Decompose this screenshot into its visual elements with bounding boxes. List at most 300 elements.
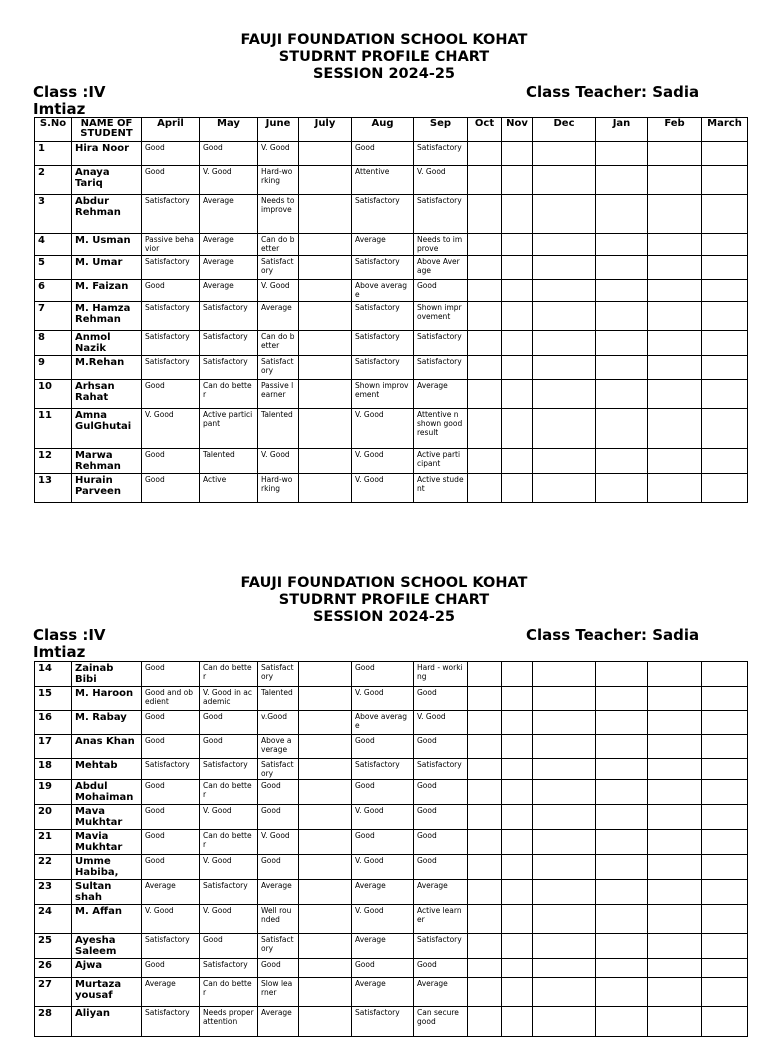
may-remark-cell: Can do better (200, 662, 258, 687)
aug-remark-cell: V. Good (352, 805, 414, 830)
jan-cell (596, 855, 648, 880)
july-cell (299, 1007, 352, 1037)
march-cell (702, 759, 748, 780)
dec-cell (533, 959, 596, 978)
student-name-cell: M. Usman (72, 234, 142, 256)
student-name-cell: Mava Mukhtar (72, 805, 142, 830)
serial-number-cell: 3 (35, 195, 72, 234)
dec-cell (533, 805, 596, 830)
march-cell (702, 780, 748, 805)
sep-remark-cell: Satisfactory (414, 142, 468, 166)
april-remark-cell: Good (142, 380, 200, 409)
jan-cell (596, 687, 648, 711)
session-label: SESSION 2024-25 (312, 66, 456, 82)
july-cell (299, 905, 352, 934)
jan-cell (596, 905, 648, 934)
serial-number-cell: 4 (35, 234, 72, 256)
nov-cell (502, 780, 533, 805)
march-cell (702, 855, 748, 880)
feb-cell (648, 780, 702, 805)
jan-cell (596, 759, 648, 780)
aug-remark-cell: Satisfactory (352, 195, 414, 234)
nov-cell (502, 934, 533, 959)
school-name: FAUJI FOUNDATION SCHOOL KOHAT (240, 575, 528, 591)
table-row (35, 735, 748, 759)
school-name: FAUJI FOUNDATION SCHOOL KOHAT (240, 32, 528, 48)
april-remark-cell: Good (142, 280, 200, 302)
column-header: Aug (352, 118, 414, 142)
feb-cell (648, 711, 702, 735)
table-row (35, 662, 748, 687)
june-remark-cell: Slow learner (258, 978, 299, 1007)
aug-remark-cell: Satisfactory (352, 331, 414, 356)
may-remark-cell: V. Good (200, 805, 258, 830)
sep-remark-cell: Above Average (414, 256, 468, 280)
june-remark-cell: Satisfactory (258, 356, 299, 380)
serial-number-cell: 27 (35, 978, 72, 1007)
dec-cell (533, 905, 596, 934)
aug-remark-cell: Attentive (352, 166, 414, 195)
table-row (35, 905, 748, 934)
aug-remark-cell: Average (352, 880, 414, 905)
june-remark-cell: Good (258, 780, 299, 805)
oct-cell (468, 805, 502, 830)
dec-cell (533, 711, 596, 735)
serial-number-cell: 21 (35, 830, 72, 855)
table-row (35, 959, 748, 978)
feb-cell (648, 662, 702, 687)
june-remark-cell: Talented (258, 687, 299, 711)
serial-number-cell: 15 (35, 687, 72, 711)
nov-cell (502, 978, 533, 1007)
dec-cell (533, 687, 596, 711)
april-remark-cell: V. Good (142, 409, 200, 449)
serial-number-cell: 12 (35, 449, 72, 474)
oct-cell (468, 855, 502, 880)
june-remark-cell: Average (258, 1007, 299, 1037)
may-remark-cell: Satisfactory (200, 302, 258, 331)
april-remark-cell: Good (142, 711, 200, 735)
aug-remark-cell: V. Good (352, 409, 414, 449)
april-remark-cell: Good (142, 805, 200, 830)
aug-remark-cell: V. Good (352, 449, 414, 474)
april-remark-cell: Passive behavior (142, 234, 200, 256)
oct-cell (468, 934, 502, 959)
april-remark-cell: Satisfactory (142, 195, 200, 234)
oct-cell (468, 687, 502, 711)
sep-remark-cell: Satisfactory (414, 759, 468, 780)
table-row (35, 711, 748, 735)
march-cell (702, 830, 748, 855)
sep-remark-cell: Satisfactory (414, 934, 468, 959)
aug-remark-cell: Good (352, 142, 414, 166)
serial-number-cell: 16 (35, 711, 72, 735)
student-name-cell: Aliyan (72, 1007, 142, 1037)
table-row (35, 830, 748, 855)
sep-remark-cell: Good (414, 830, 468, 855)
column-header: Jan (596, 118, 648, 142)
june-remark-cell: V. Good (258, 142, 299, 166)
serial-number-cell: 18 (35, 759, 72, 780)
serial-number-cell: 5 (35, 256, 72, 280)
serial-number-cell: 28 (35, 1007, 72, 1037)
sep-remark-cell: Shown improvement (414, 302, 468, 331)
column-header: NAME OF STUDENT (72, 118, 142, 142)
feb-cell (648, 830, 702, 855)
aug-remark-cell: Good (352, 735, 414, 759)
may-remark-cell: V. Good (200, 905, 258, 934)
july-cell (299, 959, 352, 978)
column-header: Nov (502, 118, 533, 142)
oct-cell (468, 1007, 502, 1037)
nov-cell (502, 805, 533, 830)
student-name-cell: Anaya Tariq (72, 166, 142, 195)
nov-cell (502, 959, 533, 978)
serial-number-cell: 25 (35, 934, 72, 959)
july-cell (299, 855, 352, 880)
june-remark-cell: Well rounded (258, 905, 299, 934)
aug-remark-cell: Good (352, 662, 414, 687)
student-name-cell: Zainab Bibi (72, 662, 142, 687)
july-cell (299, 780, 352, 805)
march-cell (702, 735, 748, 759)
nov-cell (502, 880, 533, 905)
student-name-cell: M.Rehan (72, 356, 142, 380)
june-remark-cell: Average (258, 880, 299, 905)
column-header: Feb (648, 118, 702, 142)
aug-remark-cell: V. Good (352, 905, 414, 934)
column-header: April (142, 118, 200, 142)
oct-cell (468, 759, 502, 780)
aug-remark-cell: Satisfactory (352, 356, 414, 380)
april-remark-cell: Satisfactory (142, 256, 200, 280)
column-header: Sep (414, 118, 468, 142)
july-cell (299, 880, 352, 905)
oct-cell (468, 662, 502, 687)
student-name-cell: Sultan shah (72, 880, 142, 905)
dec-cell (533, 978, 596, 1007)
student-name-cell: M. Faizan (72, 280, 142, 302)
feb-cell (648, 805, 702, 830)
june-remark-cell: Average (258, 302, 299, 331)
aug-remark-cell: Satisfactory (352, 256, 414, 280)
sep-remark-cell: Good (414, 959, 468, 978)
feb-cell (648, 759, 702, 780)
feb-cell (648, 905, 702, 934)
serial-number-cell: 17 (35, 735, 72, 759)
sep-remark-cell: Good (414, 735, 468, 759)
aug-remark-cell: Shown improvement (352, 380, 414, 409)
aug-remark-cell: V. Good (352, 855, 414, 880)
aug-remark-cell: Above average (352, 711, 414, 735)
june-remark-cell: Can do better (258, 331, 299, 356)
july-cell (299, 759, 352, 780)
column-header: June (258, 118, 299, 142)
jan-cell (596, 959, 648, 978)
class-label: Class :IV (33, 83, 106, 101)
sep-remark-cell: V. Good (414, 711, 468, 735)
sep-remark-cell: V. Good (414, 166, 468, 195)
student-name-cell: Mehtab (72, 759, 142, 780)
sep-remark-cell: Good (414, 855, 468, 880)
table-row (35, 934, 748, 959)
student-name-cell: Ajwa (72, 959, 142, 978)
student-profile-table (34, 661, 748, 1037)
jan-cell (596, 662, 648, 687)
nov-cell (502, 735, 533, 759)
feb-cell (648, 978, 702, 1007)
aug-remark-cell: Satisfactory (352, 759, 414, 780)
jan-cell (596, 830, 648, 855)
march-cell (702, 905, 748, 934)
april-remark-cell: Satisfactory (142, 1007, 200, 1037)
july-cell (299, 711, 352, 735)
june-remark-cell: Satisfactory (258, 256, 299, 280)
table-row (35, 805, 748, 830)
dec-cell (533, 830, 596, 855)
aug-remark-cell: Good (352, 959, 414, 978)
student-name-cell: Ayesha Saleem (72, 934, 142, 959)
oct-cell (468, 780, 502, 805)
serial-number-cell: 20 (35, 805, 72, 830)
april-remark-cell: Satisfactory (142, 356, 200, 380)
sep-remark-cell: Attentive n shown good result (414, 409, 468, 449)
student-name-cell: Anmol Nazik (72, 331, 142, 356)
sep-remark-cell: Active participant (414, 449, 468, 474)
student-name-cell: Murtaza yousaf (72, 978, 142, 1007)
teacher-name-overflow: Imtiaz (33, 100, 86, 118)
may-remark-cell: Can do better (200, 380, 258, 409)
student-name-cell: Umme Habiba, (72, 855, 142, 880)
may-remark-cell: V. Good (200, 855, 258, 880)
serial-number-cell: 13 (35, 474, 72, 503)
class-teacher-label: Class Teacher: Sadia (526, 83, 700, 101)
oct-cell (468, 905, 502, 934)
sep-remark-cell: Satisfactory (414, 356, 468, 380)
student-name-cell: Hira Noor (72, 142, 142, 166)
table-row (35, 687, 748, 711)
student-name-cell: M. Rabay (72, 711, 142, 735)
serial-number-cell: 14 (35, 662, 72, 687)
feb-cell (648, 687, 702, 711)
jan-cell (596, 1007, 648, 1037)
april-remark-cell: Average (142, 978, 200, 1007)
jan-cell (596, 780, 648, 805)
serial-number-cell: 26 (35, 959, 72, 978)
dec-cell (533, 662, 596, 687)
jan-cell (596, 978, 648, 1007)
chart-title: STUDRNT PROFILE CHART (278, 49, 490, 65)
serial-number-cell: 10 (35, 380, 72, 409)
april-remark-cell: Good and obedient (142, 687, 200, 711)
aug-remark-cell: Average (352, 978, 414, 1007)
june-remark-cell: Satisfactory (258, 759, 299, 780)
june-remark-cell: Good (258, 959, 299, 978)
chart-title: STUDRNT PROFILE CHART (278, 592, 490, 608)
may-remark-cell: Active (200, 474, 258, 503)
april-remark-cell: Good (142, 662, 200, 687)
may-remark-cell: Satisfactory (200, 880, 258, 905)
may-remark-cell: Satisfactory (200, 331, 258, 356)
dec-cell (533, 759, 596, 780)
serial-number-cell: 24 (35, 905, 72, 934)
april-remark-cell: Good (142, 959, 200, 978)
june-remark-cell: Passive learner (258, 380, 299, 409)
sep-remark-cell: Average (414, 380, 468, 409)
aug-remark-cell: Good (352, 830, 414, 855)
march-cell (702, 880, 748, 905)
may-remark-cell: Average (200, 280, 258, 302)
feb-cell (648, 855, 702, 880)
may-remark-cell: Average (200, 256, 258, 280)
april-remark-cell: Good (142, 855, 200, 880)
may-remark-cell: Good (200, 735, 258, 759)
june-remark-cell: V. Good (258, 280, 299, 302)
student-name-cell: M. Hamza Rehman (72, 302, 142, 331)
sep-remark-cell: Good (414, 780, 468, 805)
dec-cell (533, 934, 596, 959)
dec-cell (533, 880, 596, 905)
june-remark-cell: Talented (258, 409, 299, 449)
dec-cell (533, 855, 596, 880)
sep-remark-cell: Needs to improve (414, 234, 468, 256)
nov-cell (502, 759, 533, 780)
feb-cell (648, 959, 702, 978)
jan-cell (596, 880, 648, 905)
may-remark-cell: Needs proper attention (200, 1007, 258, 1037)
march-cell (702, 805, 748, 830)
sep-remark-cell: Good (414, 687, 468, 711)
may-remark-cell: Active participant (200, 409, 258, 449)
april-remark-cell: Good (142, 780, 200, 805)
june-remark-cell: Good (258, 855, 299, 880)
june-remark-cell: Hard-working (258, 474, 299, 503)
jan-cell (596, 735, 648, 759)
table-row (35, 780, 748, 805)
july-cell (299, 830, 352, 855)
oct-cell (468, 959, 502, 978)
april-remark-cell: Satisfactory (142, 302, 200, 331)
class-label: Class :IV (33, 626, 106, 644)
feb-cell (648, 1007, 702, 1037)
table-row (35, 759, 748, 780)
class-teacher-label: Class Teacher: Sadia (526, 626, 700, 644)
march-cell (702, 934, 748, 959)
sep-remark-cell: Good (414, 280, 468, 302)
sep-remark-cell: Can secure good (414, 1007, 468, 1037)
may-remark-cell: Can do better (200, 830, 258, 855)
student-name-cell: Hurain Parveen (72, 474, 142, 503)
table-row (35, 1007, 748, 1037)
serial-number-cell: 23 (35, 880, 72, 905)
march-cell (702, 662, 748, 687)
column-header: S.No (35, 118, 72, 142)
sep-remark-cell: Good (414, 805, 468, 830)
may-remark-cell: V. Good (200, 166, 258, 195)
serial-number-cell: 19 (35, 780, 72, 805)
student-name-cell: Anas Khan (72, 735, 142, 759)
student-name-cell: M. Affan (72, 905, 142, 934)
april-remark-cell: Good (142, 735, 200, 759)
session-label: SESSION 2024-25 (312, 609, 456, 625)
june-remark-cell: Hard-working (258, 166, 299, 195)
april-remark-cell: Satisfactory (142, 759, 200, 780)
june-remark-cell: v.Good (258, 711, 299, 735)
title-block (0, 575, 768, 626)
oct-cell (468, 978, 502, 1007)
column-header: Oct (468, 118, 502, 142)
july-cell (299, 735, 352, 759)
aug-remark-cell: V. Good (352, 474, 414, 503)
june-remark-cell: Good (258, 805, 299, 830)
june-remark-cell: Satisfactory (258, 662, 299, 687)
may-remark-cell: Satisfactory (200, 356, 258, 380)
nov-cell (502, 905, 533, 934)
july-cell (299, 662, 352, 687)
march-cell (702, 687, 748, 711)
sep-remark-cell: Satisfactory (414, 331, 468, 356)
april-remark-cell: Satisfactory (142, 934, 200, 959)
june-remark-cell: V. Good (258, 449, 299, 474)
may-remark-cell: Good (200, 142, 258, 166)
student-name-cell: Marwa Rehman (72, 449, 142, 474)
aug-remark-cell: Average (352, 934, 414, 959)
feb-cell (648, 934, 702, 959)
feb-cell (648, 880, 702, 905)
sep-remark-cell: Average (414, 978, 468, 1007)
serial-number-cell: 2 (35, 166, 72, 195)
serial-number-cell: 22 (35, 855, 72, 880)
student-name-cell: Mavia Mukhtar (72, 830, 142, 855)
teacher-name-overflow: Imtiaz (33, 643, 86, 661)
may-remark-cell: Average (200, 234, 258, 256)
sep-remark-cell: Hard - working (414, 662, 468, 687)
dec-cell (533, 1007, 596, 1037)
nov-cell (502, 662, 533, 687)
aug-remark-cell: Average (352, 234, 414, 256)
may-remark-cell: Good (200, 934, 258, 959)
aug-remark-cell: V. Good (352, 687, 414, 711)
sep-remark-cell: Active student (414, 474, 468, 503)
student-name-cell: M. Haroon (72, 687, 142, 711)
table-row (35, 855, 748, 880)
june-remark-cell: V. Good (258, 830, 299, 855)
july-cell (299, 805, 352, 830)
aug-remark-cell: Satisfactory (352, 302, 414, 331)
july-cell (299, 978, 352, 1007)
dec-cell (533, 735, 596, 759)
dec-cell (533, 780, 596, 805)
march-cell (702, 1007, 748, 1037)
table-row (35, 880, 748, 905)
oct-cell (468, 880, 502, 905)
column-header: July (299, 118, 352, 142)
june-remark-cell: Above average (258, 735, 299, 759)
july-cell (299, 934, 352, 959)
serial-number-cell: 1 (35, 142, 72, 166)
aug-remark-cell: Good (352, 780, 414, 805)
april-remark-cell: V. Good (142, 905, 200, 934)
feb-cell (648, 735, 702, 759)
student-name-cell: Abdur Rehman (72, 195, 142, 234)
table-row (35, 978, 748, 1007)
march-cell (702, 978, 748, 1007)
serial-number-cell: 6 (35, 280, 72, 302)
column-header: May (200, 118, 258, 142)
column-header: March (702, 118, 748, 142)
june-remark-cell: Satisfactory (258, 934, 299, 959)
nov-cell (502, 687, 533, 711)
